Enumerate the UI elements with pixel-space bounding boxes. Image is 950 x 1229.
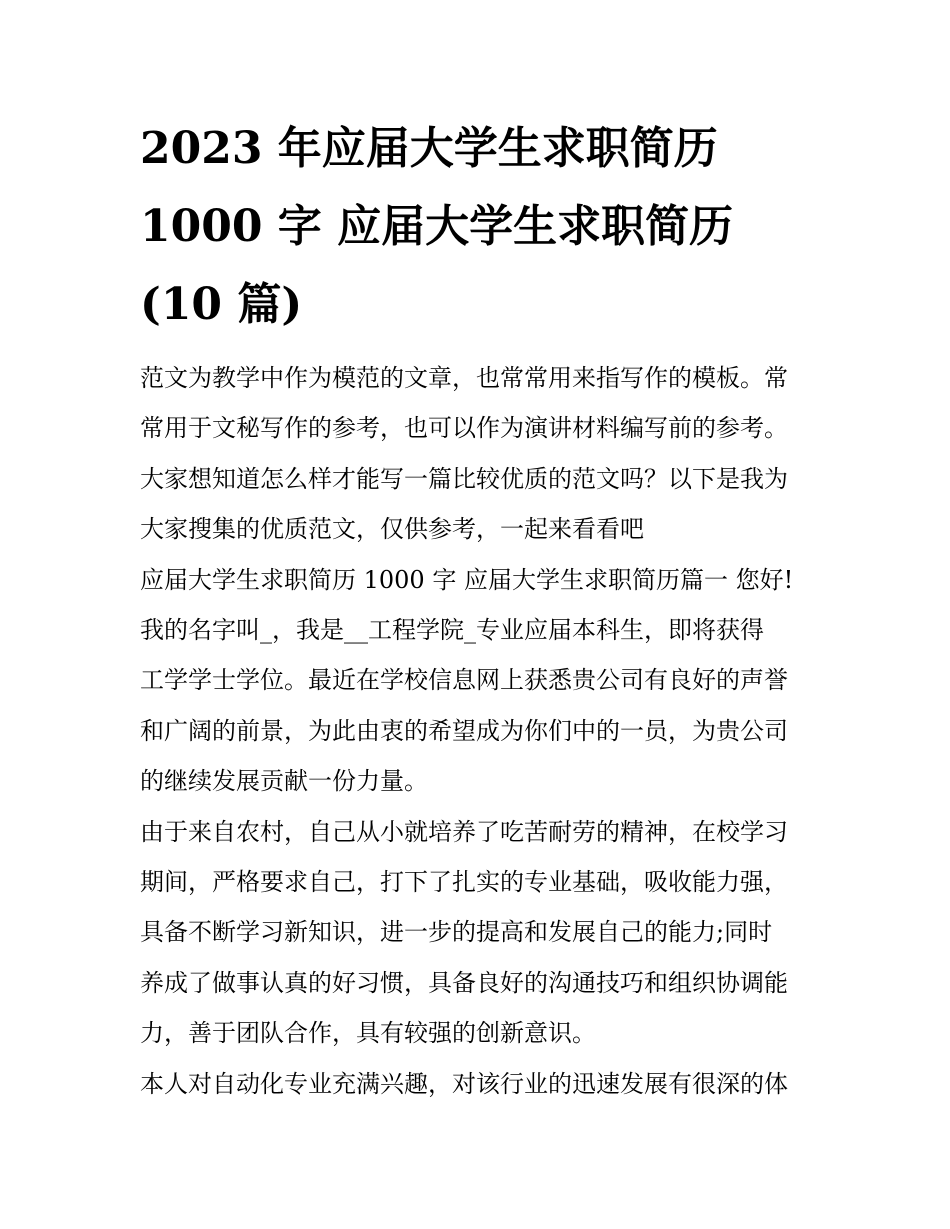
body-line: 本人对自动化专业充满兴趣，对该行业的迅速发展有很深的体	[140, 1069, 788, 1098]
document-body	[140, 353, 820, 1109]
body-line: 和广阔的前景，为此由衷的希望成为你们中的一员，为贵公司	[140, 716, 788, 745]
document-title	[140, 110, 820, 344]
body-line: 大家想知道怎么样才能写一篇比较优质的范文吗？以下是我为	[140, 464, 788, 493]
body-line: 的继续发展贡献一份力量。	[140, 767, 428, 796]
body-line: 期间，严格要求自己，打下了扎实的专业基础，吸收能力强，	[140, 868, 788, 897]
body-line: 大家搜集的优质范文，仅供参考，一起来看看吧	[140, 515, 644, 544]
body-line: 我的名字叫_，我是__工程学院_专业应届本科生，即将获得	[140, 616, 764, 645]
body-line: 工学学士学位。最近在学校信息网上获悉贵公司有良好的声誉	[140, 666, 788, 695]
body-line: 养成了做事认真的好习惯，具备良好的沟通技巧和组织协调能	[140, 968, 788, 997]
body-line: 应届大学生求职简历 1000 字 应届大学生求职简历篇一 您好!	[140, 565, 794, 594]
body-line: 力，善于团队合作，具有较强的创新意识。	[140, 1019, 596, 1048]
body-line: 由于来自农村，自己从小就培养了吃苦耐劳的精神，在校学习	[140, 817, 788, 846]
body-line: 范文为教学中作为模范的文章，也常常用来指写作的模板。常	[140, 364, 788, 392]
title-line: 1000 字 应届大学生求职简历	[140, 201, 734, 252]
title-line: 2023 年应届大学生求职简历	[140, 123, 718, 174]
title-line: (10 篇)	[140, 279, 303, 330]
body-line: 常用于文秘写作的参考，也可以作为演讲材料编写前的参考。	[140, 414, 788, 443]
body-line: 具备不断学习新知识，进一步的提高和发展自己的能力;同时	[140, 918, 773, 947]
